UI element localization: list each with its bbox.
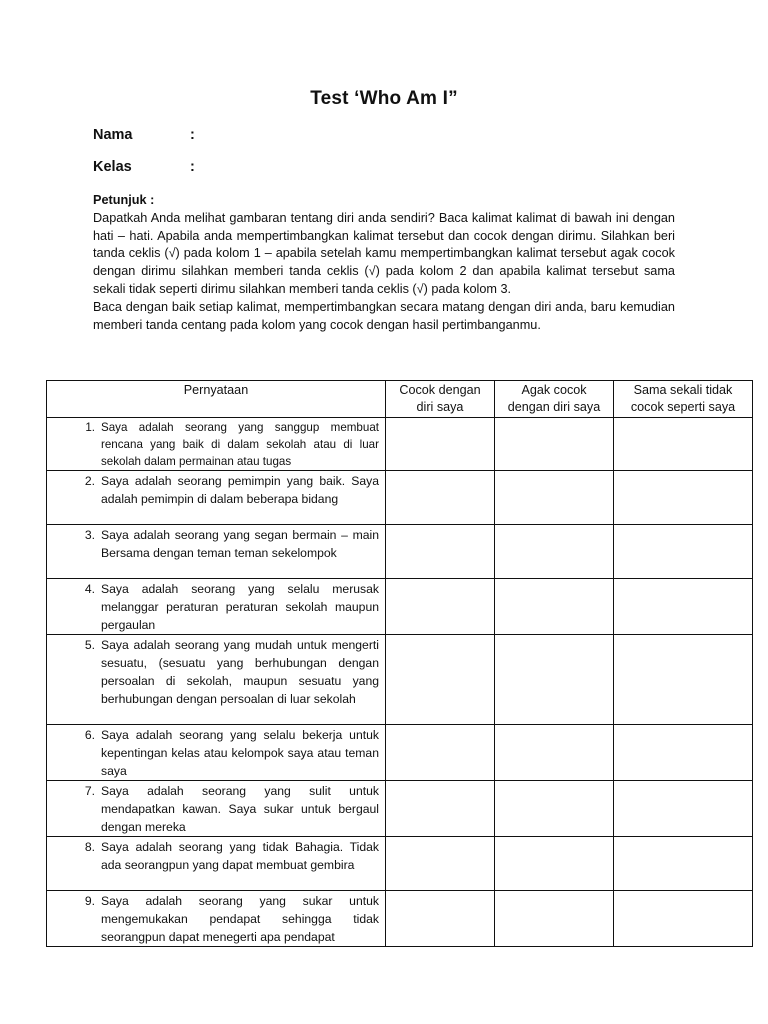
header-does-not-fit: Sama sekali tidak cocok seperti saya [614,381,753,418]
check-cell-col3[interactable] [614,635,753,725]
table-row [47,525,753,579]
class-field [93,159,195,175]
table-row [47,635,753,725]
statement-text: Saya adalah seorang yang selalu merusak melanggar peraturan peraturan sekolah maupun pergaulan [101,582,379,632]
statement-text: Saya adalah seorang yang sukar untuk mengemukakan pendapat sehingga tidak seorangpun dapat menegerti apa pendapat [101,894,379,944]
check-cell-col2[interactable] [495,525,614,579]
statement-number: 3. [84,528,95,542]
name-colon: : [190,127,195,143]
check-cell-col3[interactable] [614,418,753,471]
statement-number: 1. [85,421,95,434]
check-cell-col3[interactable] [614,781,753,837]
statement-cell [47,891,386,947]
statement-number: 4. [84,582,95,596]
statement-text: Saya adalah seorang yang sulit untuk mendapatkan kawan. Saya sukar untuk bergaul dengan mereka [101,784,379,834]
check-cell-col2[interactable] [495,471,614,525]
statement-number: 9. [84,894,95,908]
check-cell-col1[interactable] [386,471,495,525]
check-cell-col1[interactable] [386,525,495,579]
statement-text: Saya adalah seorang yang tidak Bahagia. Tidak ada seorangpun yang dapat membuat gembira [101,840,379,872]
check-cell-col3[interactable] [614,891,753,947]
check-cell-col3[interactable] [614,725,753,781]
table-row [47,725,753,781]
table-row [47,471,753,525]
check-cell-col3[interactable] [614,471,753,525]
statement-cell [47,471,386,525]
header-fits-me: Cocok dengan diri saya [386,381,495,418]
check-cell-col1[interactable] [386,418,495,471]
header-statement: Pernyataan [47,381,386,418]
header-somewhat-fits: Agak cocok dengan diri saya [495,381,614,418]
statement-cell [47,418,386,471]
statement-table [46,380,753,947]
statement-cell [47,725,386,781]
statement-cell [47,579,386,635]
statement-cell [47,635,386,725]
check-cell-col3[interactable] [614,525,753,579]
statement-number: 5. [84,638,95,652]
instructions-paragraph-2: Baca dengan baik setiap kalimat, mempertimbangkan secara matang dengan diri anda, baru kemudian memberi tanda centang pada kolom yang cocok dengan hasil pertimbanganmu. [93,299,675,332]
check-cell-col3[interactable] [614,579,753,635]
table-row [47,837,753,891]
check-cell-col1[interactable] [386,837,495,891]
table-row [47,418,753,471]
check-cell-col2[interactable] [495,635,614,725]
instructions-heading: Petunjuk : [93,193,155,207]
check-cell-col3[interactable] [614,837,753,891]
class-colon: : [190,159,195,175]
check-cell-col2[interactable] [495,725,614,781]
statement-number: 6. [84,728,95,742]
document-title: Test ‘Who Am I” [310,88,458,109]
table-row [47,891,753,947]
statement-cell [47,781,386,837]
check-cell-col2[interactable] [495,837,614,891]
statement-text: Saya adalah seorang yang sanggup membuat rencana yang baik di dalam sekolah atau di luar sekolah dalam permainan atau tugas [101,421,379,468]
table-row [47,579,753,635]
statement-number: 7. [84,784,95,798]
statement-text: Saya adalah seorang yang segan bermain – main Bersama dengan teman teman sekelompok [101,528,379,560]
check-cell-col1[interactable] [386,579,495,635]
name-label: Nama [93,127,133,143]
check-cell-col2[interactable] [495,891,614,947]
check-cell-col1[interactable] [386,635,495,725]
check-cell-col1[interactable] [386,725,495,781]
check-cell-col2[interactable] [495,418,614,471]
instructions [93,192,675,334]
statement-text: Saya adalah seorang pemimpin yang baik. Saya adalah pemimpin di dalam beberapa bidang [101,474,379,506]
check-cell-col1[interactable] [386,891,495,947]
table-row [47,781,753,837]
check-cell-col1[interactable] [386,781,495,837]
statement-text: Saya adalah seorang yang selalu bekerja untuk kepentingan kelas atau kelompok saya atau teman saya [101,728,379,778]
check-cell-col2[interactable] [495,579,614,635]
instructions-paragraph-1: Dapatkah Anda melihat gambaran tentang diri anda sendiri? Baca kalimat kalimat di bawah ini dengan hati – hati. Apabila anda mempertimbangkan kalimat tersebut dan cocok dengan dirimu. Silahkan beri tanda ceklis (√) pada kolom 1 – apabila setelah kamu mempertimbangkan kalimat tersebut agak cocok dengan dirimu silahkan memberi tanda ceklis (√) pada kolom 2 dan apabila kalimat tersebut sama sekali tidak seperti dirimu silahkan memberi tanda ceklis (√) pada kolom 3. [93,210,675,296]
table-header-row [47,381,753,418]
statement-number: 2. [84,474,95,488]
class-label: Kelas [93,159,132,175]
check-cell-col2[interactable] [495,781,614,837]
statement-text: Saya adalah seorang yang mudah untuk mengerti sesuatu, (sesuatu yang berhubungan dengan persoalan di sekolah, maupun sesuatu yang berhubungan dengan persoalan di luar sekolah [101,638,379,706]
statement-cell [47,525,386,579]
name-field [93,127,195,143]
statement-number: 8. [84,840,95,854]
statement-cell [47,837,386,891]
